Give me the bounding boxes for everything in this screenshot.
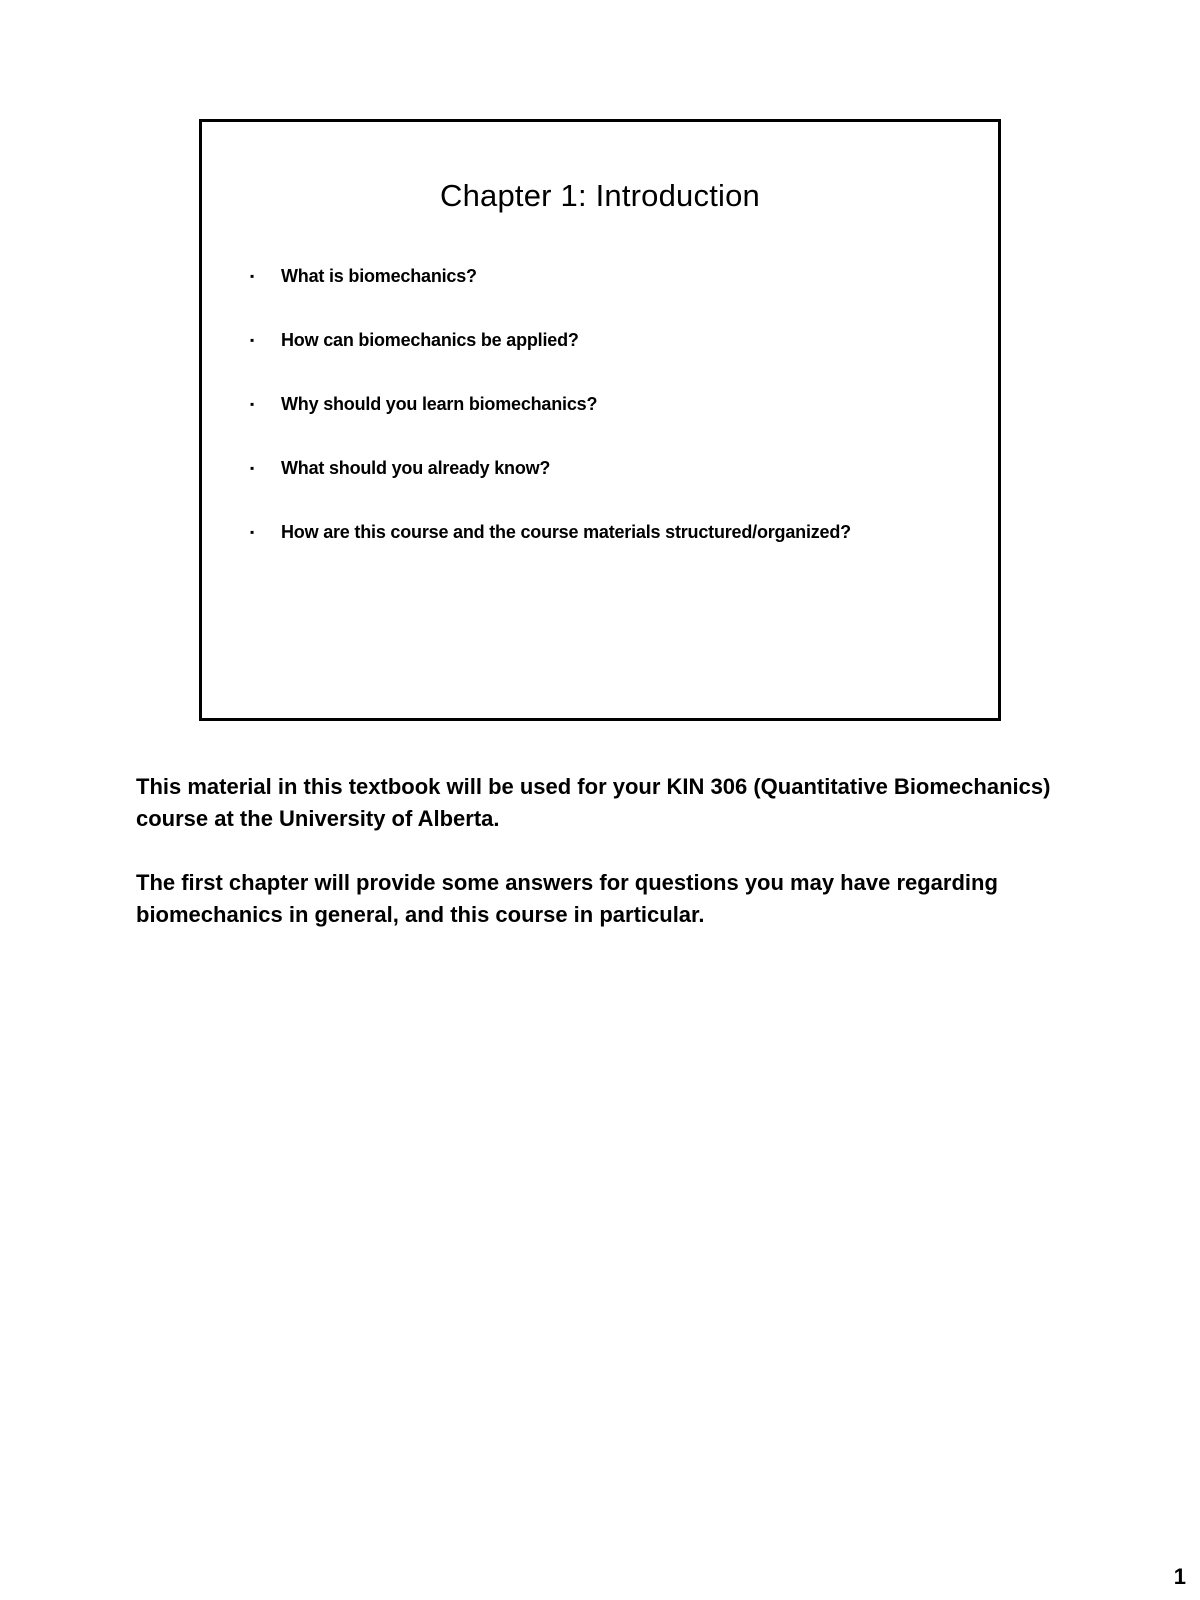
bullet-item — [250, 520, 851, 584]
bullet-item — [250, 328, 851, 392]
notes-paragraph: This material in this textbook will be used for your KIN 306 (Quantitative Biomechanics) course at the University of Alberta. — [136, 774, 1051, 831]
bullet-square-icon: ▪ — [250, 269, 255, 283]
slide-title: Chapter 1: Introduction — [440, 178, 760, 213]
bullet-item — [250, 392, 851, 456]
bullet-square-icon: ▪ — [250, 461, 255, 475]
bullet-text: What is biomechanics? — [281, 266, 477, 286]
notes-paragraph: The first chapter will provide some answers for questions you may have regarding biomechanics in general, and this course in particular. — [136, 870, 998, 927]
bullet-text: Why should you learn biomechanics? — [281, 394, 598, 414]
bullet-square-icon: ▪ — [250, 525, 255, 539]
notes-section — [136, 771, 1056, 963]
bullet-list — [250, 264, 851, 584]
bullet-text: What should you already know? — [281, 458, 551, 478]
bullet-text: How can biomechanics be applied? — [281, 330, 579, 350]
slide-frame — [199, 119, 1001, 721]
bullet-item — [250, 456, 851, 520]
bullet-item — [250, 264, 851, 328]
page-number: 1 — [1173, 1564, 1186, 1589]
bullet-text: How are this course and the course materials structured/organized? — [281, 522, 851, 542]
bullet-square-icon: ▪ — [250, 397, 255, 411]
bullet-square-icon: ▪ — [250, 333, 255, 347]
